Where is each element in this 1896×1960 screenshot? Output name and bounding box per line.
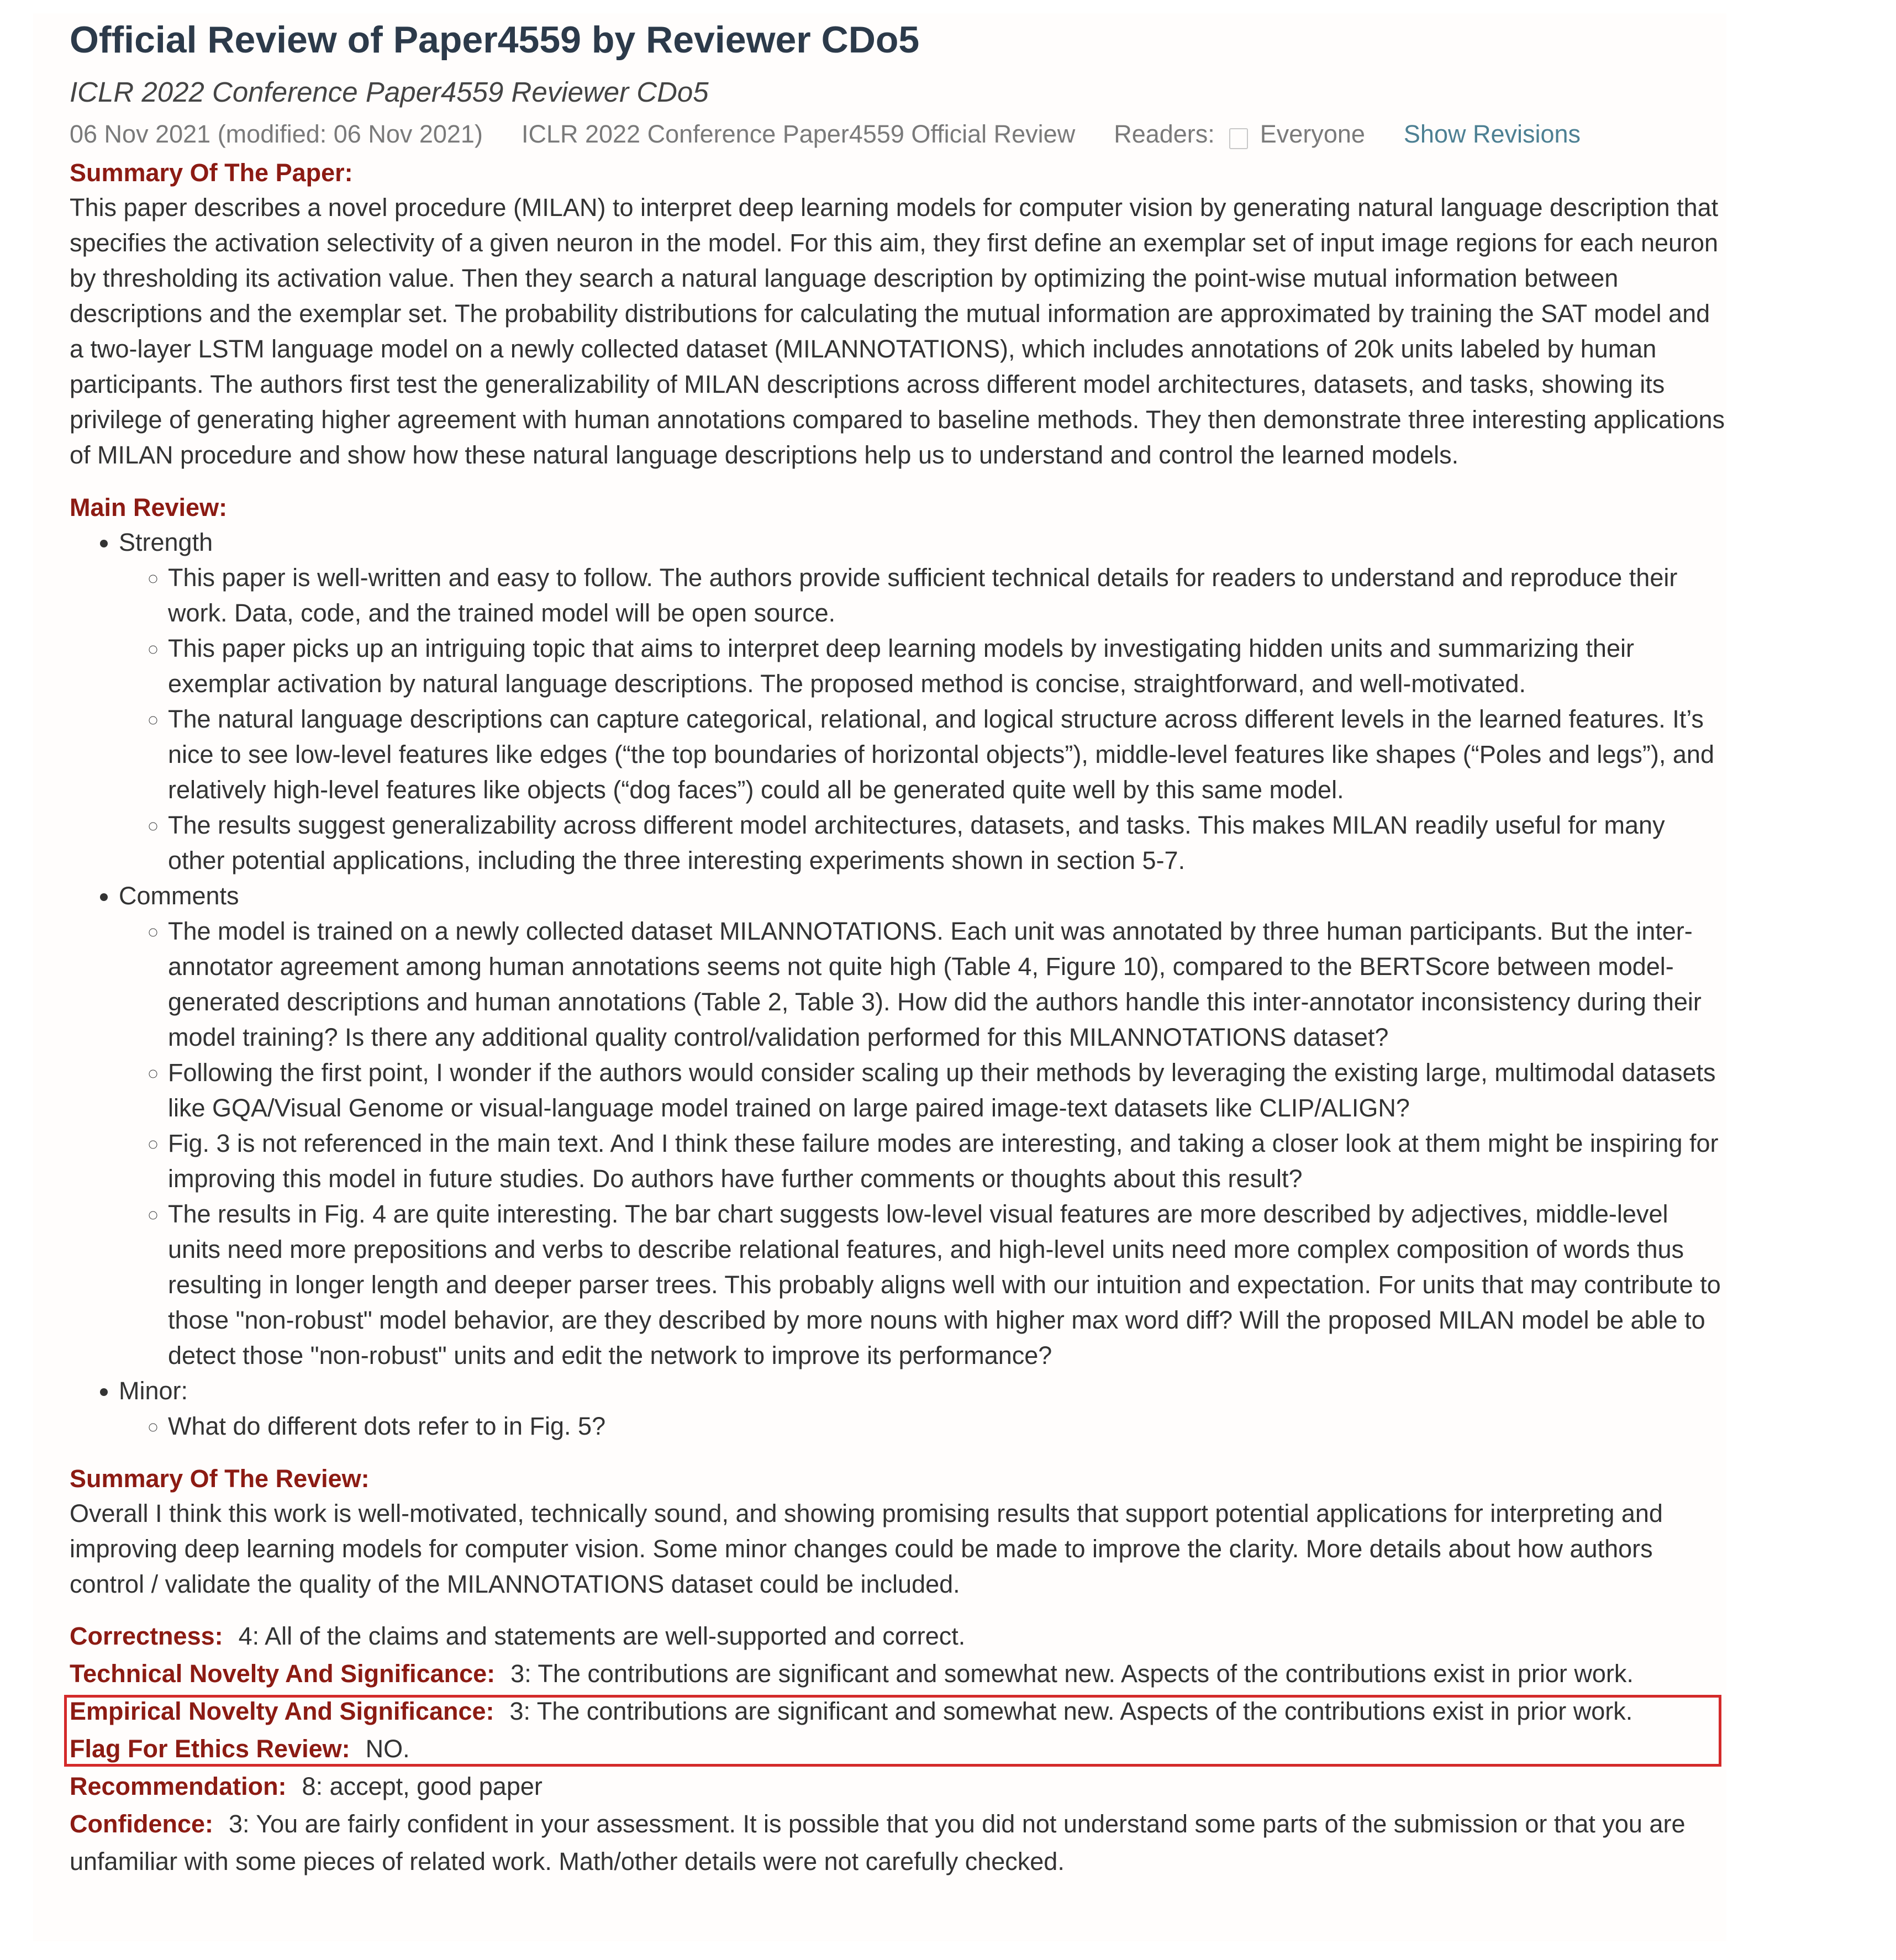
readers-label: Readers: xyxy=(1114,120,1215,148)
summary-of-review-section xyxy=(70,1462,1727,1602)
review-date: 06 Nov 2021 (modified: 06 Nov 2021) xyxy=(70,120,483,148)
list-item: ◦ The results suggest generalizability across different model architectures, datasets, and tasks. This makes MILAN readily useful for many other potential applications, including the three interesting experiments shown in section 5-7. xyxy=(168,808,1727,878)
summary-of-paper-section xyxy=(70,156,1727,473)
review-invitation: ICLR 2022 Conference Paper4559 Official Review xyxy=(521,120,1076,148)
main-review-label: Main Review: xyxy=(70,493,228,521)
summary-of-review-label: Summary Of The Review: xyxy=(70,1464,370,1493)
confidence-label: Confidence: xyxy=(70,1810,214,1838)
list-item: ◦ Fig. 3 is not referenced in the main text. And I think these failure modes are interesting, and taking a closer look at them might be inspiring for improving this model in future studies. Do authors have further comments or thoughts about this result? xyxy=(168,1126,1727,1197)
recommendation-label: Recommendation: xyxy=(70,1772,287,1800)
list-item: ◦ This paper picks up an intriguing topic that aims to interpret deep learning models by investigating hidden units and summarizing their exemplar activation by natural language descriptions. The proposed method is concise, straightforward, and well-motivated. xyxy=(168,631,1727,702)
correctness-label: Correctness: xyxy=(70,1622,223,1650)
list-item: ◦ The natural language descriptions can capture categorical, relational, and logical structure across different levels in the learned features. It’s nice to see low-level features like edges (“the top boundaries of horizontal objects”), middle-level features like shapes (“Poles and legs”), and relatively high-level features like objects (“dog faces”) could all be generated quite well by this same model. xyxy=(168,702,1727,808)
ethics-flag-value: NO. xyxy=(365,1735,410,1763)
recommendation-value: 8: accept, good paper xyxy=(302,1772,543,1800)
correctness-value: 4: All of the claims and statements are well-supported and correct. xyxy=(238,1622,966,1650)
confidence-value: 3: You are fairly confident in your assessment. It is possible that you did not understand some parts of the submission or that you are unfamiliar with some pieces of related work. Math/other details were not carefully checked. xyxy=(70,1810,1686,1875)
group-heading: Minor: xyxy=(119,1377,188,1405)
technical-novelty-row xyxy=(70,1655,1727,1693)
ethics-flag-row xyxy=(70,1730,1727,1768)
group-heading: Comments xyxy=(119,882,239,910)
correctness-row xyxy=(70,1617,1727,1655)
list-item: ◦ Following the first point, I wonder if the authors would consider scaling up their methods by leveraging the existing large, multimodal datasets like GQA/Visual Genome or visual-language model trained on large paired image-text datasets like CLIP/ALIGN? xyxy=(168,1055,1727,1126)
review-group-comments xyxy=(119,878,1727,1373)
review-meta xyxy=(70,115,1727,154)
list-item: ◦ The model is trained on a newly collected dataset MILANNOTATIONS. Each unit was annotated by three human participants. But the inter-annotator agreement among human annotations seems not quite high (Table 4, Figure 10), compared to the BERTScore between model-generated descriptions and human annotations (Table 2, Table 3). How did the authors handle this inter-annotator inconsistency during their model training? Is there any additional quality control/validation performed for this MILANNOTATIONS dataset? xyxy=(168,914,1727,1055)
review-content xyxy=(70,12,1727,1880)
globe-icon xyxy=(1229,128,1248,149)
technical-novelty-label: Technical Novelty And Significance: xyxy=(70,1659,496,1688)
review-group-strength xyxy=(119,525,1727,878)
list-item: ◦ The results in Fig. 4 are quite interesting. The bar chart suggests low-level visual features are more described by adjectives, middle-level units need more prepositions and verbs to describe relational features, and high-level units need more complex composition of words thus resulting in longer length and deeper parser trees. This probably aligns well with our intuition and expectation. For units that may contribute to those "non-robust" model behavior, are they described by more nouns with higher max word diff? Will the proposed MILAN model be able to detect those "non-robust" units and edit the network to improve its performance? xyxy=(168,1197,1727,1373)
empirical-novelty-value: 3: The contributions are significant and somewhat new. Aspects of the contributions exist in prior work. xyxy=(509,1697,1633,1725)
empirical-novelty-row xyxy=(70,1693,1727,1730)
group-heading: Strength xyxy=(119,528,213,556)
recommendation-row xyxy=(70,1768,1727,1805)
show-revisions-link[interactable]: Show Revisions xyxy=(1403,120,1581,148)
summary-of-paper-text: This paper describes a novel procedure (MILAN) to interpret deep learning models for computer vision by generating natural language description that specifies the activation selectivity of a given neuron in the model. For this aim, they first define an exemplar set of input image regions for each neuron by thresholding its activation value. Then they search a natural language description by optimizing the point-wise mutual information between descriptions and the exemplar set. The probability distributions for calculating the mutual information are approximated by training the SAT model and a two-layer LSTM language model on a newly collected dataset (MILANNOTATIONS), which includes annotations of 20k units labeled by human participants. The authors first test the generalizability of MILAN descriptions across different model architectures, datasets, and tasks, showing its privilege of generating higher agreement with human annotations compared to baseline methods. They then demonstrate three interesting applications of MILAN procedure and show how these natural language descriptions help us to understand and control the learned models. xyxy=(70,193,1725,469)
main-review-list xyxy=(70,525,1727,1444)
empirical-novelty-label: Empirical Novelty And Significance: xyxy=(70,1697,494,1725)
review-title[interactable]: Official Review of Paper4559 by Reviewer CDo5 xyxy=(70,19,920,61)
reviewer-signature: ICLR 2022 Conference Paper4559 Reviewer CDo5 xyxy=(70,76,709,108)
technical-novelty-value: 3: The contributions are significant and somewhat new. Aspects of the contributions exist in prior work. xyxy=(510,1659,1634,1688)
summary-of-paper-label: Summary Of The Paper: xyxy=(70,159,353,187)
summary-of-review-text: Overall I think this work is well-motivated, technically sound, and showing promising results that support potential applications for interpreting and improving deep learning models for computer vision. Some minor changes could be made to improve the clarity. More details about how authors control / validate the quality of the MILANNOTATIONS dataset could be included. xyxy=(70,1499,1663,1598)
list-item: ◦ This paper is well-written and easy to follow. The authors provide sufficient technical details for readers to understand and reproduce their work. Data, code, and the trained model will be open source. xyxy=(168,560,1727,631)
main-review-section xyxy=(70,491,1727,1444)
list-item: ◦ What do different dots refer to in Fig. 5? xyxy=(168,1409,1727,1444)
confidence-row xyxy=(70,1805,1727,1880)
readers-value: Everyone xyxy=(1260,120,1365,148)
review-group-minor xyxy=(119,1373,1727,1444)
ethics-flag-label: Flag For Ethics Review: xyxy=(70,1735,350,1763)
